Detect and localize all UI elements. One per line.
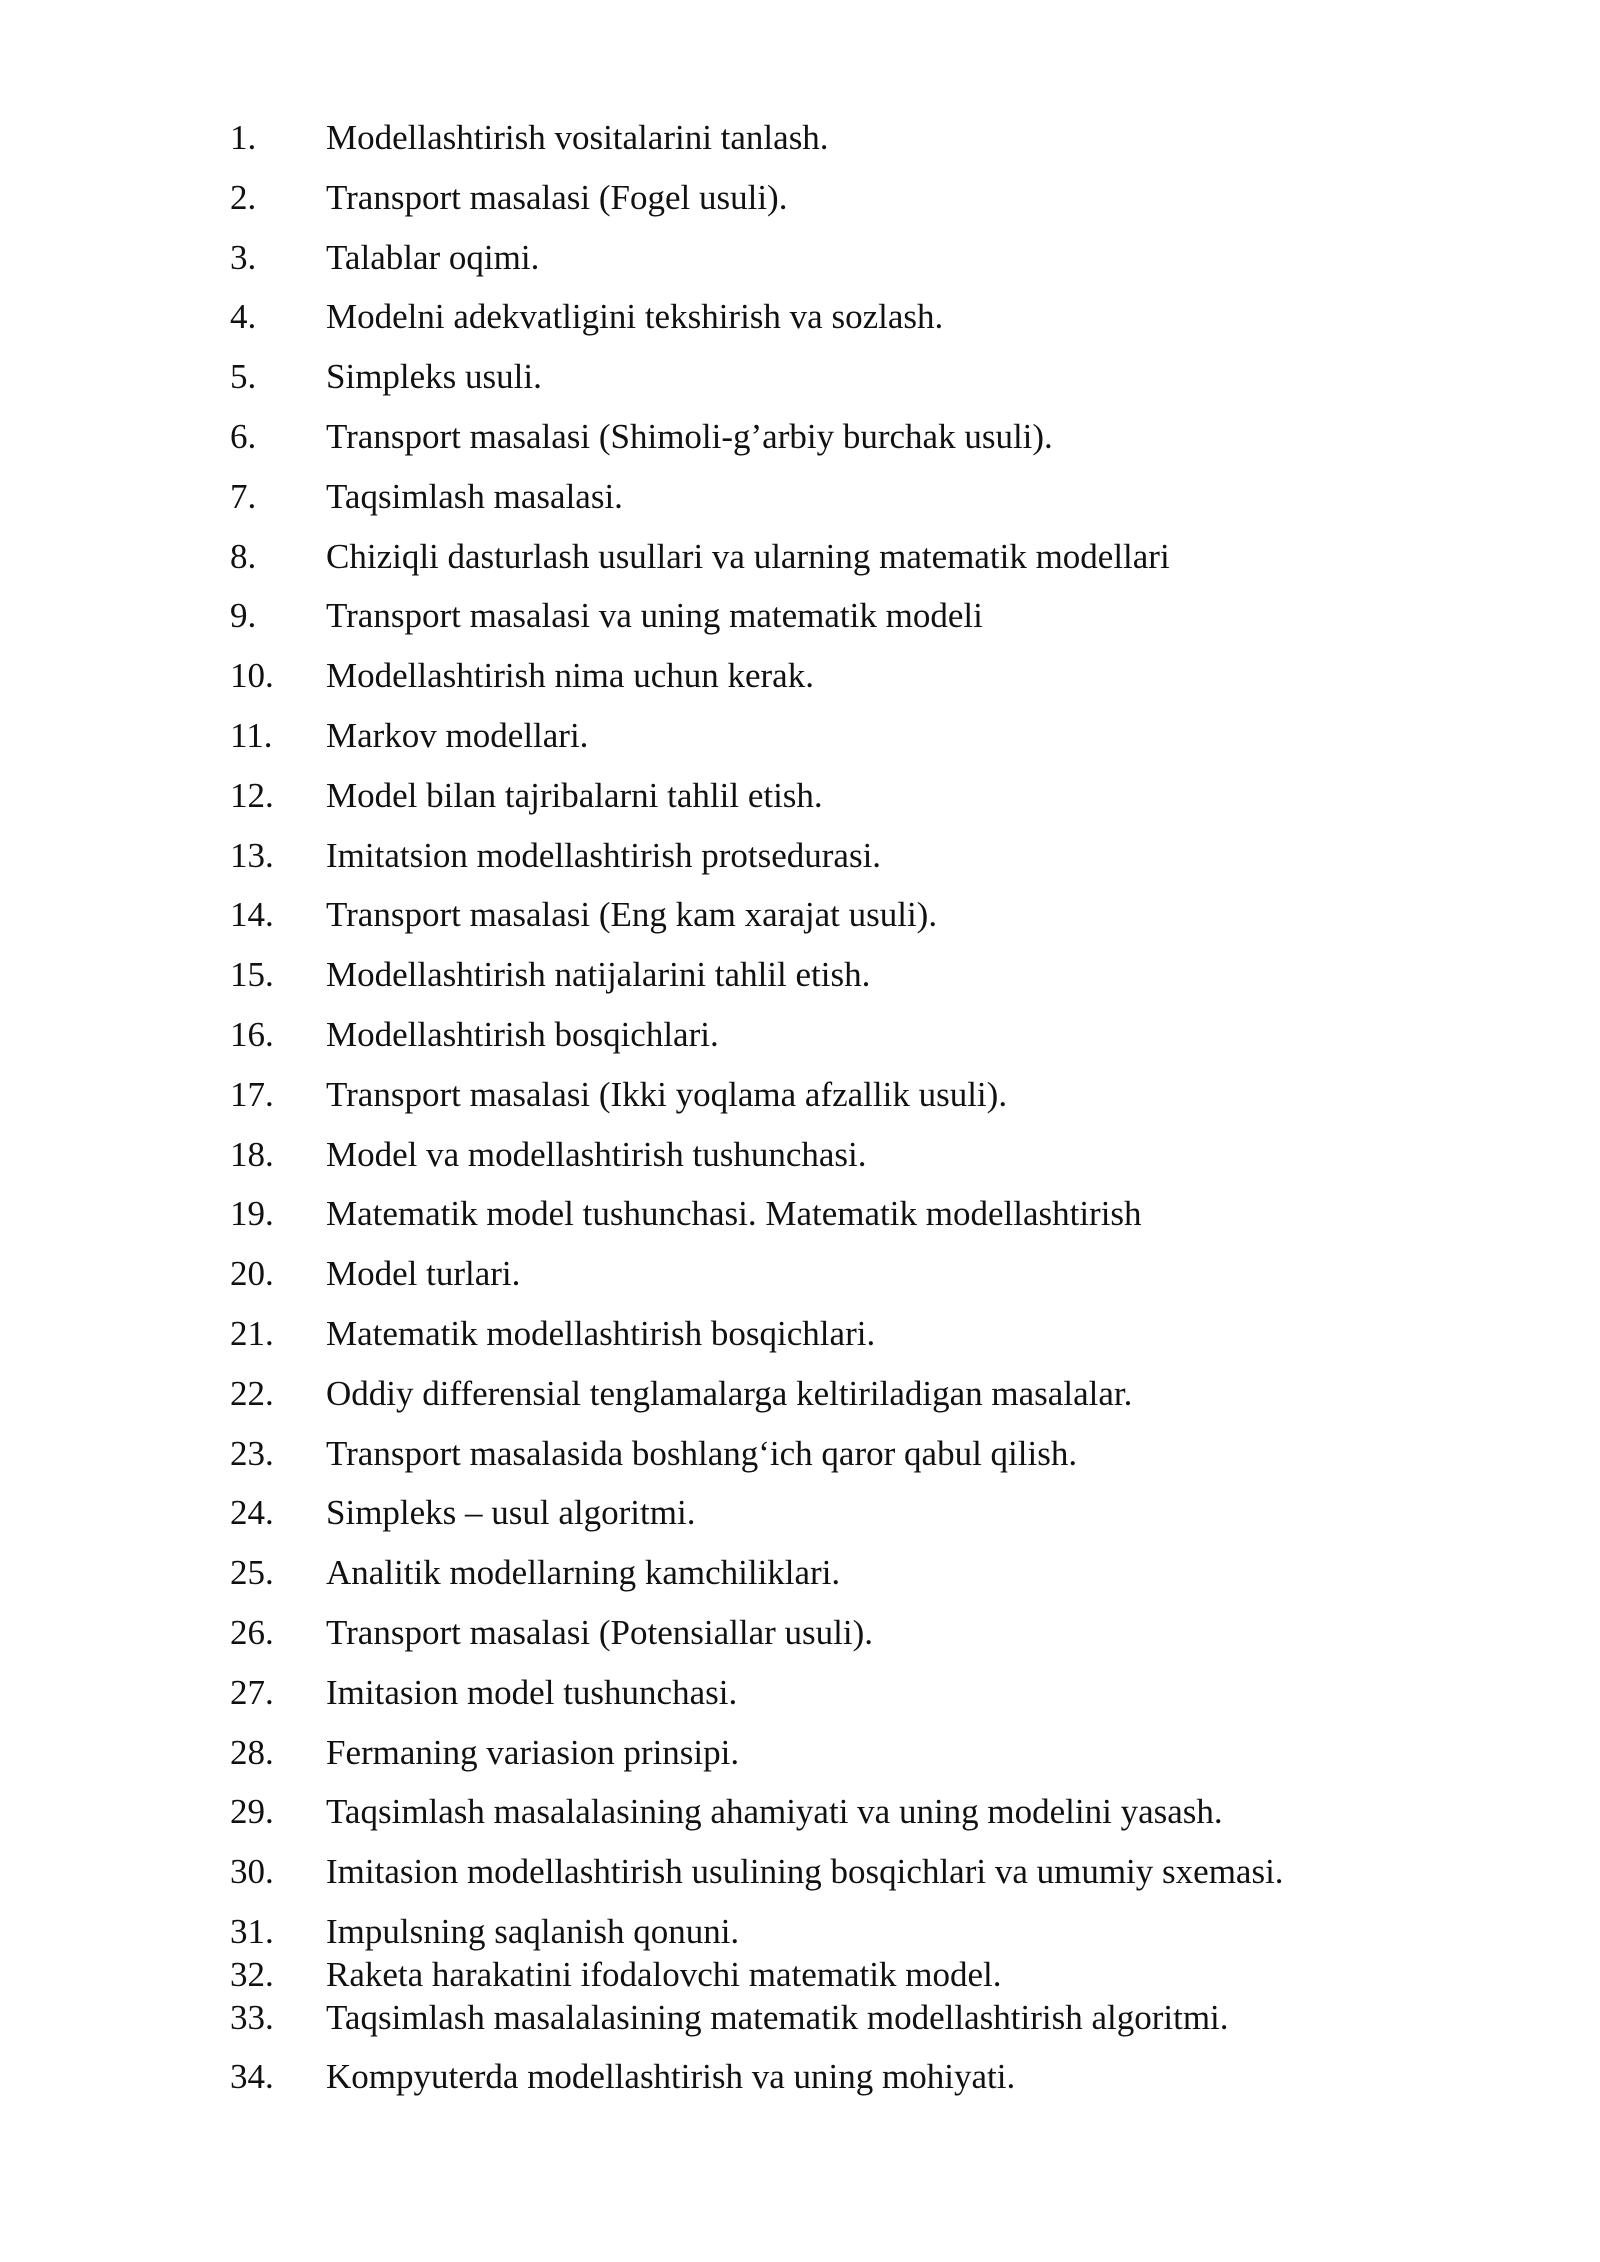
item-number: 20.: [230, 1254, 274, 1293]
item-number: 33.: [230, 1998, 274, 2037]
list-item: [0, 1491, 1600, 1535]
list-item: [0, 893, 1600, 937]
list-item: [0, 1790, 1600, 1834]
item-text: Simpleks – usul algoritmi.: [326, 1493, 696, 1532]
item-number: 27.: [230, 1673, 274, 1712]
item-number: 6.: [230, 417, 257, 456]
list-item: [0, 1252, 1600, 1296]
item-number: 3.: [230, 238, 257, 277]
list-item: [0, 594, 1600, 638]
list-item: [0, 116, 1600, 160]
item-text: Matematik model tushunchasi. Matematik modellashtirish: [326, 1194, 1142, 1233]
list-item: [0, 1731, 1600, 1775]
item-number: 21.: [230, 1314, 274, 1353]
item-text: Fermaning variasion prinsipi.: [326, 1733, 740, 1772]
item-number: 17.: [230, 1075, 274, 1114]
item-number: 31.: [230, 1912, 274, 1951]
item-number: 9.: [230, 596, 257, 635]
list-item: [0, 1133, 1600, 1177]
list-item: [0, 1953, 1600, 1997]
item-number: 19.: [230, 1194, 274, 1233]
list-item: [0, 1611, 1600, 1655]
list-item: [0, 1013, 1600, 1057]
item-number: 22.: [230, 1374, 274, 1413]
item-text: Modelni adekvatligini tekshirish va sozlash.: [326, 297, 944, 336]
item-text: Kompyuterda modellashtirish va uning mohiyati.: [326, 2057, 1016, 2096]
item-text: Oddiy differensial tenglamalarga keltiriladigan masalalar.: [326, 1374, 1133, 1413]
item-text: Talablar oqimi.: [326, 238, 540, 277]
item-text: Taqsimlash masalasi.: [326, 477, 623, 516]
list-item: [0, 1192, 1600, 1236]
item-text: Impulsning saqlanish qonuni.: [326, 1912, 740, 1951]
list-item: [0, 654, 1600, 698]
item-text: Raketa harakatini ifodalovchi matematik model.: [326, 1955, 1002, 1994]
item-text: Simpleks usuli.: [326, 357, 542, 396]
list-item: [0, 535, 1600, 579]
list-item: [0, 415, 1600, 459]
list-item: [0, 1312, 1600, 1356]
list-item: [0, 834, 1600, 878]
item-text: Transport masalasida boshlang‘ich qaror qabul qilish.: [326, 1434, 1078, 1473]
item-text: Transport masalasi va uning matematik modeli: [326, 596, 983, 635]
item-number: 16.: [230, 1015, 274, 1054]
item-number: 15.: [230, 955, 274, 994]
item-text: Imitasion model tushunchasi.: [326, 1673, 738, 1712]
list-item: [0, 1372, 1600, 1416]
list-item: [0, 355, 1600, 399]
list-item: [0, 176, 1600, 220]
item-text: Analitik modellarning kamchiliklari.: [326, 1553, 841, 1592]
item-number: 14.: [230, 895, 274, 934]
item-text: Transport masalasi (Ikki yoqlama afzallik usuli).: [326, 1075, 1008, 1114]
item-text: Markov modellari.: [326, 716, 589, 755]
item-text: Transport masalasi (Shimoli-g’arbiy burchak usuli).: [326, 417, 1053, 456]
item-number: 32.: [230, 1955, 274, 1994]
item-text: Modellashtirish bosqichlari.: [326, 1015, 719, 1054]
list-item: [0, 1432, 1600, 1476]
list-item: [0, 953, 1600, 997]
item-text: Taqsimlash masalalasining ahamiyati va uning modelini yasash.: [326, 1792, 1223, 1831]
item-number: 10.: [230, 656, 274, 695]
item-number: 8.: [230, 537, 257, 576]
item-text: Modellashtirish nima uchun kerak.: [326, 656, 814, 695]
list-item: [0, 714, 1600, 758]
item-number: 5.: [230, 357, 257, 396]
list-item: [0, 2055, 1600, 2099]
item-number: 18.: [230, 1135, 274, 1174]
item-number: 28.: [230, 1733, 274, 1772]
item-number: 2.: [230, 178, 257, 217]
item-text: Matematik modellashtirish bosqichlari.: [326, 1314, 876, 1353]
list-item: [0, 236, 1600, 280]
item-number: 26.: [230, 1613, 274, 1652]
item-text: Modellashtirish vositalarini tanlash.: [326, 118, 829, 157]
item-number: 7.: [230, 477, 257, 516]
item-number: 29.: [230, 1792, 274, 1831]
item-text: Transport masalasi (Potensiallar usuli).: [326, 1613, 873, 1652]
item-number: 12.: [230, 776, 274, 815]
item-number: 23.: [230, 1434, 274, 1473]
item-number: 13.: [230, 836, 274, 875]
list-item: [0, 1850, 1600, 1894]
item-number: 34.: [230, 2057, 274, 2096]
item-number: 11.: [230, 716, 273, 755]
item-text: Modellashtirish natijalarini tahlil etish.: [326, 955, 871, 994]
list-item: [0, 1551, 1600, 1595]
item-number: 1.: [230, 118, 257, 157]
list-item: [0, 295, 1600, 339]
item-text: Chiziqli dasturlash usullari va ularning matematik modellari: [326, 537, 1170, 576]
item-number: 4.: [230, 297, 257, 336]
list-item: [0, 774, 1600, 818]
item-text: Imitasion modellashtirish usulining bosqichlari va umumiy sxemasi.: [326, 1852, 1284, 1891]
item-text: Imitatsion modellashtirish protsedurasi.: [326, 836, 882, 875]
item-number: 25.: [230, 1553, 274, 1592]
list-item: [0, 475, 1600, 519]
item-text: Transport masalasi (Fogel usuli).: [326, 178, 788, 217]
item-text: Model bilan tajribalarni tahlil etish.: [326, 776, 823, 815]
item-number: 24.: [230, 1493, 274, 1532]
list-item: [0, 1073, 1600, 1117]
item-text: Model turlari.: [326, 1254, 521, 1293]
list-item: [0, 1910, 1600, 1954]
item-text: Transport masalasi (Eng kam xarajat usuli).: [326, 895, 938, 934]
item-text: Model va modellashtirish tushunchasi.: [326, 1135, 867, 1174]
item-number: 30.: [230, 1852, 274, 1891]
list-item: [0, 1996, 1600, 2040]
item-text: Taqsimlash masalalasining matematik modellashtirish algoritmi.: [326, 1998, 1229, 2037]
list-item: [0, 1671, 1600, 1715]
